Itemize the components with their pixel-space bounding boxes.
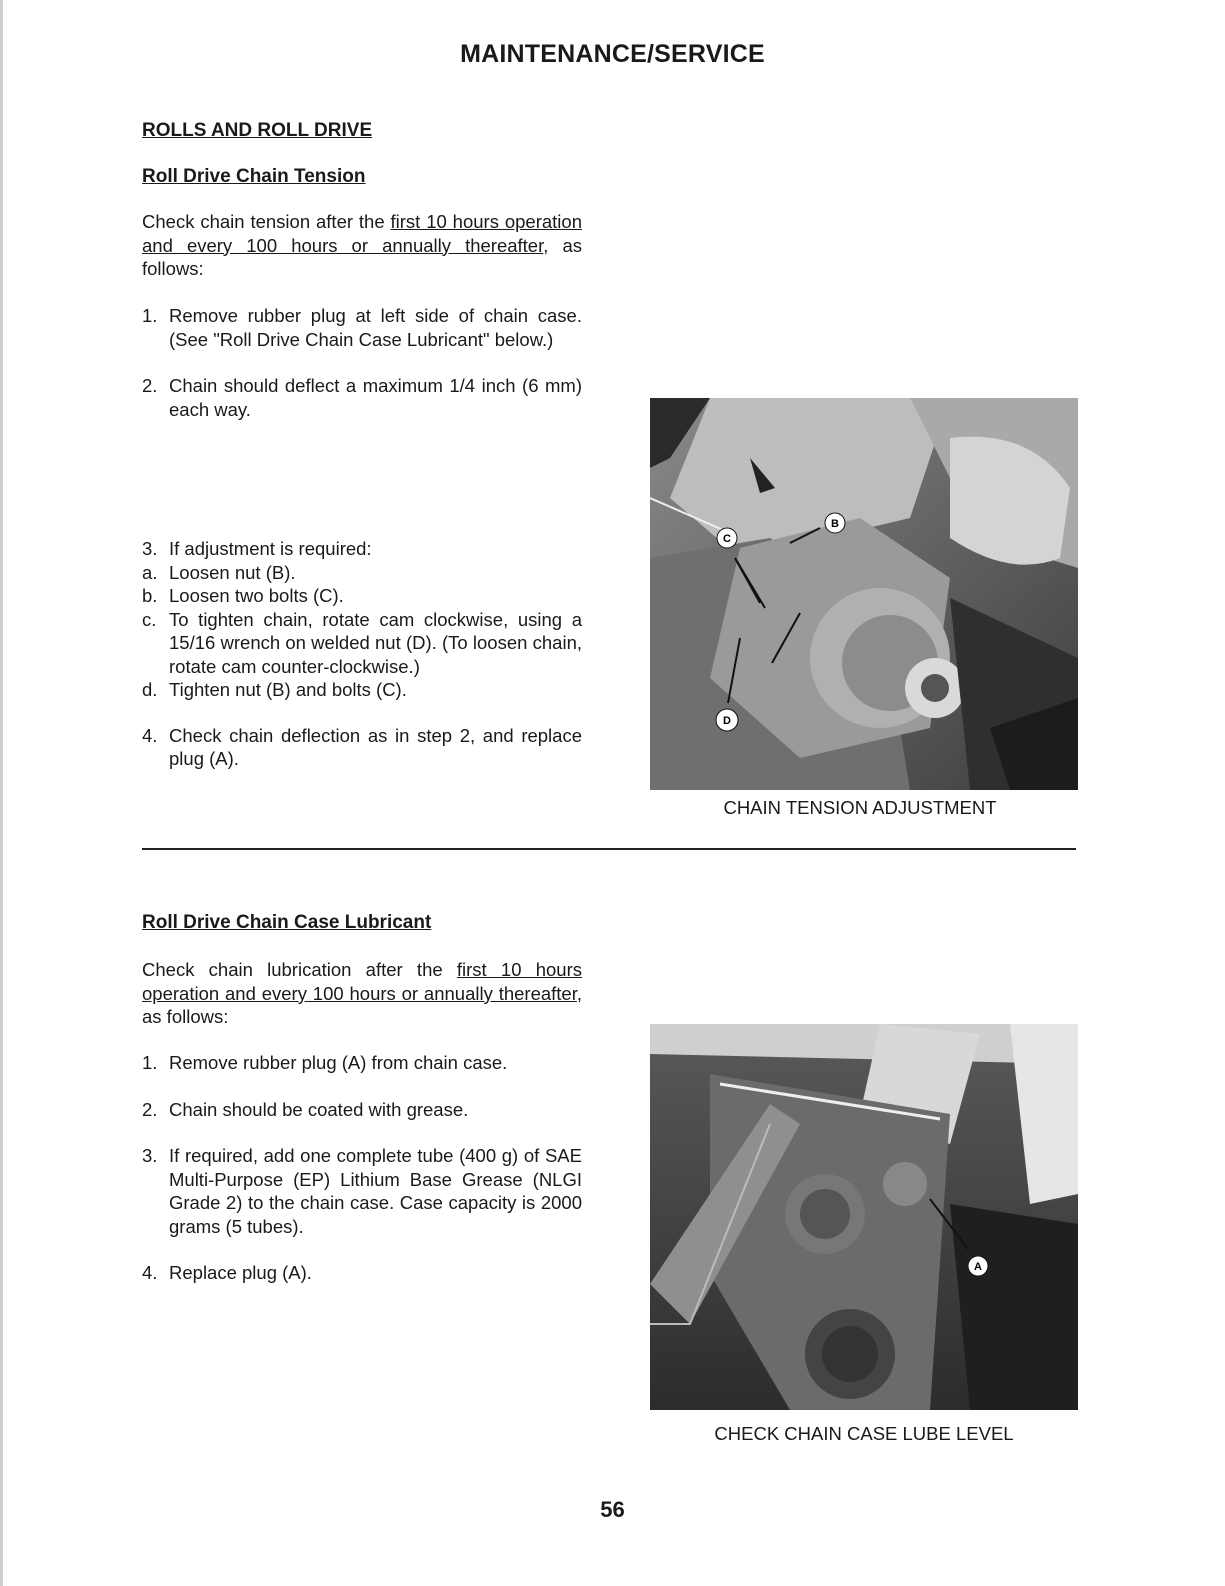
list-item: 4. Check chain deflection as in step 2, and replace plug (A). bbox=[142, 724, 582, 769]
page-number: 56 bbox=[600, 1497, 625, 1522]
list-item: c. To tighten chain, rotate cam clockwise, using a 15/16 wrench on welded nut (D). (To loosen chain, rotate cam counter-clockwise.) bbox=[142, 608, 582, 677]
callout-c: C bbox=[723, 533, 731, 545]
list-item: 1. Remove rubber plug (A) from chain case. bbox=[142, 1052, 508, 1073]
chain-tension-adjust-steps bbox=[142, 537, 582, 771]
chain-case-lubricant-heading: Roll Drive Chain Case Lubricant bbox=[142, 912, 432, 933]
list-item: a. Loosen nut (B). bbox=[142, 561, 296, 583]
section-heading: ROLLS AND ROLL DRIVE bbox=[142, 120, 373, 141]
list-item: d. Tighten nut (B) and bolts (C). bbox=[142, 679, 407, 700]
callout-b: B bbox=[831, 518, 839, 530]
list-item: 2. Chain should be coated with grease. bbox=[142, 1098, 469, 1120]
callout-d: D bbox=[723, 715, 731, 727]
chain-case-photo bbox=[650, 1024, 1078, 1410]
chain-tension-heading: Roll Drive Chain Tension bbox=[142, 166, 366, 187]
list-item: 2. Chain should deflect a maximum 1/4 inch (6 mm) each way. bbox=[142, 375, 582, 420]
chain-case-caption: CHECK CHAIN CASE LUBE LEVEL bbox=[714, 1423, 1014, 1444]
chain-case-lubricant-steps bbox=[142, 1051, 582, 1285]
chain-case-lubricant-intro: Check chain lubrication after the first 10 hours operation and every 100 hours or annually thereafter, as follows: bbox=[142, 959, 582, 1027]
list-item: b. Loosen two bolts (C). bbox=[142, 585, 344, 606]
list-item: 4. Replace plug (A). bbox=[142, 1262, 312, 1283]
section-divider bbox=[142, 848, 1076, 850]
chain-tension-steps bbox=[142, 304, 582, 421]
chain-tension-intro: Check chain tension after the first 10 hours operation and every 100 hours or annually thereafter, as follows: bbox=[142, 211, 582, 279]
callout-a: A bbox=[974, 1261, 982, 1273]
chain-tension-caption: CHAIN TENSION ADJUSTMENT bbox=[723, 797, 997, 818]
page-title: MAINTENANCE/SERVICE bbox=[460, 40, 765, 68]
page-edge bbox=[0, 0, 3, 1586]
list-item: 3. If required, add one complete tube (400 g) of SAE Multi-Purpose (EP) Lithium Base Grease (NLGI Grade 2) to the chain case. Case capacity is 2000 grams (5 tubes). bbox=[142, 1145, 582, 1237]
list-item: 1. Remove rubber plug at left side of chain case. (See "Roll Drive Chain Case Lubricant" below.) bbox=[142, 305, 582, 350]
chain-tension-photo bbox=[650, 398, 1078, 790]
list-item: 3. If adjustment is required: bbox=[142, 538, 372, 559]
